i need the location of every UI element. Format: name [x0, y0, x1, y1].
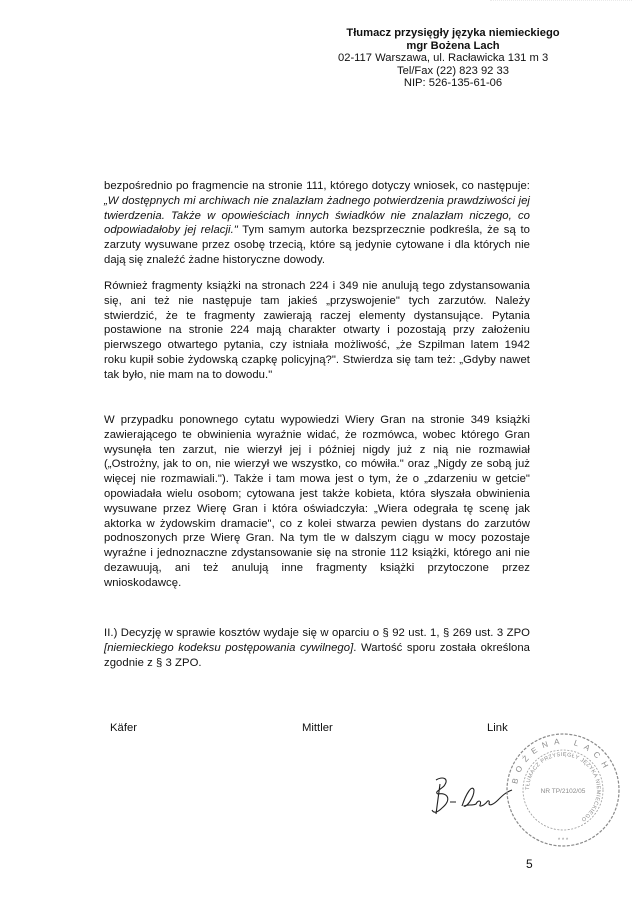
paragraph-2 — [104, 279, 530, 391]
paragraph-2-text: Również fragmenty książki na stronach 224 i 349 nie anulują tego zdystansowania się, ani też nie następuje tam jakieś „przyswojenie" tych zarzutów. Należy stwierdzić, że te fragmenty zawierają raczej elementy dystansujące. Pytania postawione na stronie 224 mają charakter otwarty i pozostają przy założeniu pierwszego otwartego pytania, czy istniała możliwość, „że Szpilman latem 1942 roku kupił sobie żydowską czapkę policyjną?". Stwierdza się tam też: „Gdyby nawet tak było, nie mam na to dowodu." — [104, 280, 530, 381]
signatory-kafer: Käfer — [110, 722, 138, 734]
paragraph-costs-intro: II.) Decyzję w sprawie kosztów wydaje się w oparciu o § 92 ust. 1, § 269 ust. 3 ZPO — [104, 627, 530, 639]
paragraph-1 — [104, 179, 530, 276]
letterhead-name: mgr Bożena Lach — [406, 39, 500, 52]
scan-bleed-artifact — [490, 0, 632, 7]
stamp-stars: * * * — [557, 838, 569, 844]
letterhead — [338, 27, 568, 90]
paragraph-1-quote: „W dostępnych mi archiwach nie znalazłam żadnego potwierdzenia prawdziwości jej twierdzenia. Także w opowieściach innych świadków nie znalazłam niczego, co odpowiadałoby jej relacji." — [104, 194, 530, 237]
stamp-outer-text: BOŻENA LACH — [510, 736, 613, 785]
paragraph-costs — [104, 626, 530, 678]
page-number: 5 — [526, 857, 533, 871]
paragraph-1-text — [104, 179, 530, 268]
official-stamp — [503, 730, 623, 850]
signatory-mittler: Mittler — [302, 722, 333, 734]
paragraph-1-rest: Tym samym autorka bezsprzecznie podkreśla, że są to zarzuty wysuwane przez osobę trzecią, które są jedynie cytowane i dla których nie dają się znaleźć żadne historyczne dowody. — [104, 224, 530, 266]
paragraph-3-text: W przypadku ponownego cytatu wypowiedzi Wiery Gran na stronie 349 książki zawierającego te obwinienia wyraźnie widać, że rozmówca, wobec którego Gran wysunęła ten zarzut, nie wierzył jej i później nigdy już z nią nie rozmawiał („Ostrożny, jak to on, nie wierzył we wszystko, co mówiła." oraz „Nigdy ze sobą już więcej nie rozmawiali."). Także i tam mowa jest o tym, że o „zdarzeniu w getcie" opowiadała wielu osobom; cytowana jest także kobieta, która słyszała obwinienia wysuwane przez Wierę Gran i która oświadczyła: „Wiera odegrała tę scenę jak aktorka w żydowskim dramacie", co z kolei stwarza pewien dystans do zarzutów podnoszonych prze Wierę Gran. Na tym tle w dalszym ciągu w mocy pozostaje wyraźne i jednoznaczne zdystansowanie się na stronie 112 książki, którego ani nie dezawuują, ani też anulują inne fragmenty książki przytoczone przez wnioskodawcę. — [104, 414, 530, 589]
paragraph-costs-italic: [niemieckiego kodeksu postępowania cywilnego] — [104, 641, 354, 654]
paragraph-costs-rest: . Wartość sporu została określona zgodnie z § 3 ZPO. — [104, 641, 530, 669]
signatory-link: Link — [487, 722, 508, 734]
paragraph-3 — [104, 413, 530, 599]
stamp-inner-text: TŁUMACZ PRZYSIĘGŁY JĘZYKA NIEMIECKIEGO — [524, 751, 602, 823]
letterhead-address: 02-117 Warszawa, ul. Racławicka 131 m 3 — [338, 52, 549, 65]
paragraph-1-intro: bezpośrednio po fragmencie na stronie 111, którego dotyczy wniosek, co następuje: — [104, 180, 530, 192]
letterhead-title: Tłumacz przysięgły języka niemieckiego — [346, 27, 560, 39]
paragraph-costs-text — [104, 626, 530, 670]
stamp-number: NR TP/2102/05 — [540, 788, 586, 795]
letterhead-telfax: Tel/Fax (22) 823 92 33 — [397, 64, 509, 77]
letterhead-nip: NIP: 526-135-61-06 — [403, 77, 503, 90]
